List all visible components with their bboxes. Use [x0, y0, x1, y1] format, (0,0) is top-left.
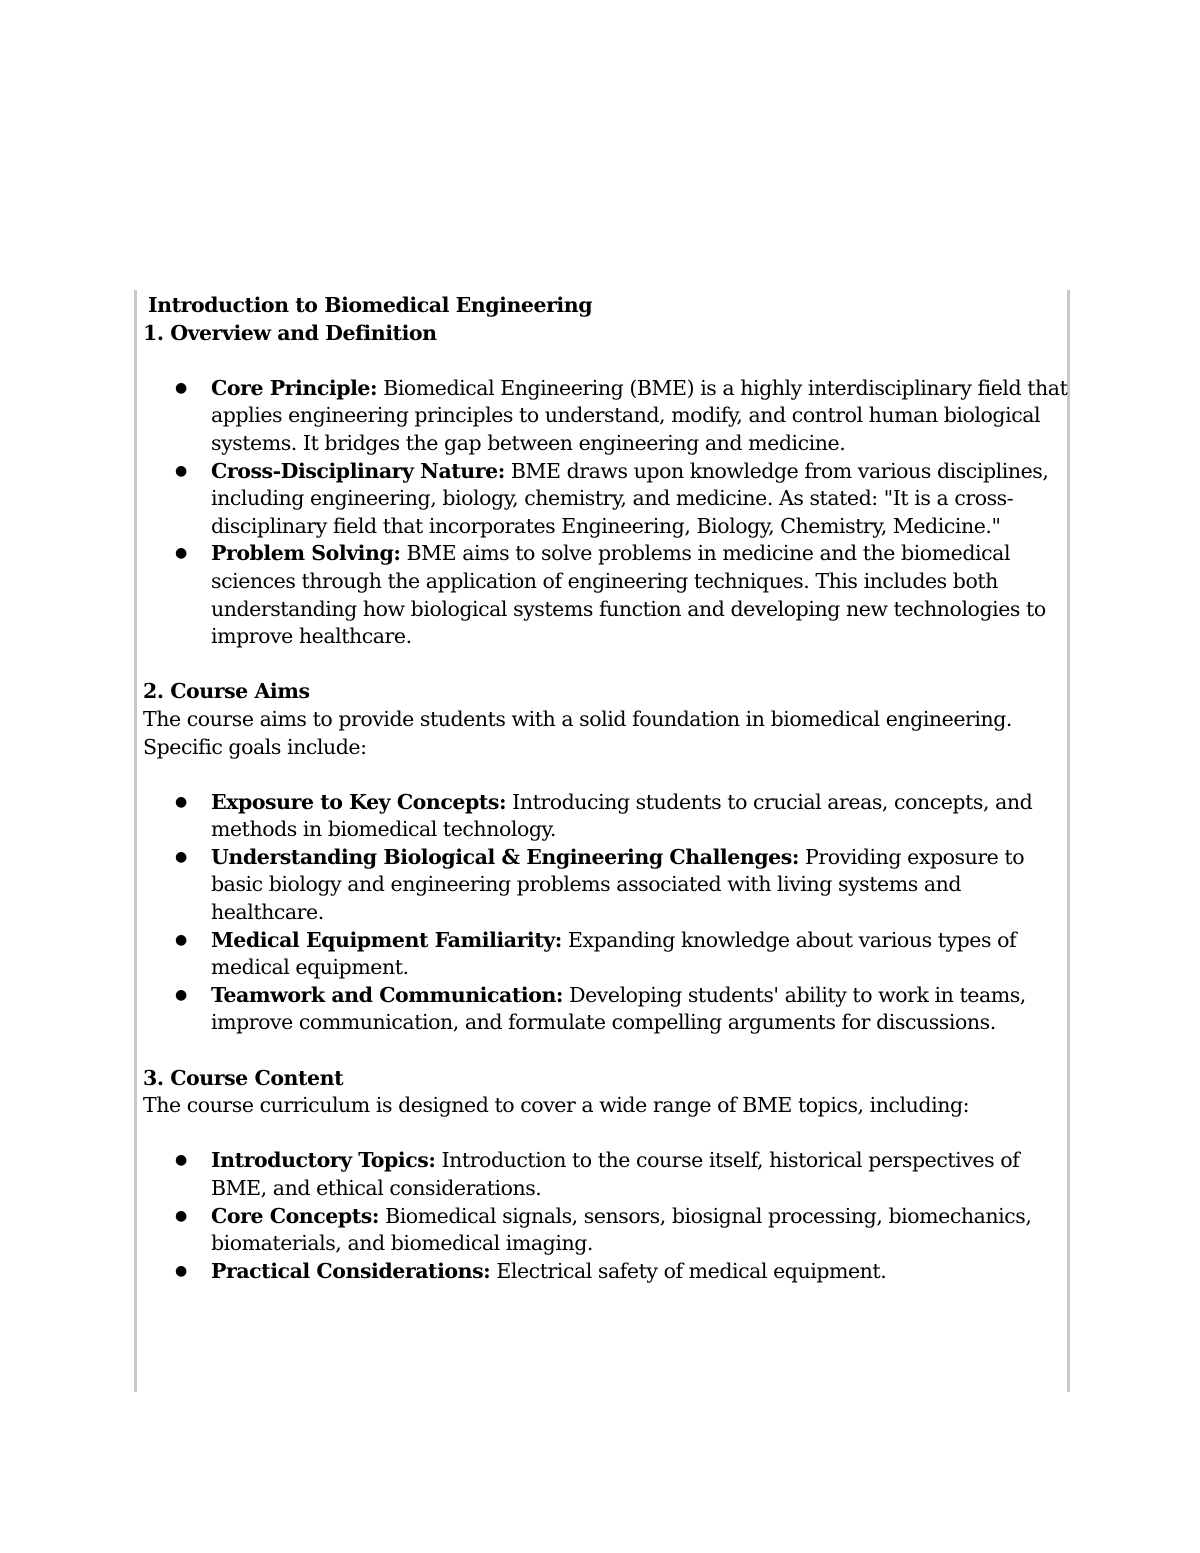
bullet-icon: ● [175, 793, 187, 810]
list-item [175, 982, 1068, 1037]
list-item-text: Expanding knowledge about various types of medical equipment. [211, 927, 1017, 980]
list-item [175, 458, 1068, 541]
list-item [175, 1147, 1068, 1202]
list-item [175, 789, 1068, 844]
list-item [175, 1258, 1068, 1286]
list-item-term: Medical Equipment Familiarity: [211, 927, 562, 952]
course-content-list [143, 1147, 1068, 1285]
list-item-term: Exposure to Key Concepts: [211, 789, 507, 814]
document-body [143, 292, 1068, 1313]
document-title: Introduction to Biomedical Engineering [148, 293, 593, 317]
list-item-text: Biomedical Engineering (BME) is a highly interdisciplinary field that applies engineering principles to understand, modify, and control human biological systems. It bridges the gap between engineering and medicine. [211, 375, 1068, 455]
list-item-term: Understanding Biological & Engineering Challenges: [211, 844, 799, 869]
section-heading-course-content: 3. Course Content [143, 1065, 344, 1090]
list-item [175, 844, 1068, 927]
bullet-icon: ● [175, 986, 187, 1003]
section-heading-course-aims: 2. Course Aims [143, 679, 310, 704]
list-item [175, 540, 1068, 650]
bullet-icon: ● [175, 931, 187, 948]
overview-list [143, 375, 1068, 651]
bullet-icon: ● [175, 1262, 187, 1279]
bullet-icon: ● [175, 379, 187, 396]
list-item [175, 927, 1068, 982]
list-item-text: Introduction to the course itself, historical perspectives of BME, and ethical considerations. [211, 1148, 1020, 1200]
list-item-text: Providing exposure to basic biology and engineering problems associated with living systems and healthcare. [211, 844, 1025, 925]
list-item [175, 375, 1068, 458]
list-item-term: Teamwork and Communication: [211, 982, 564, 1007]
bullet-icon: ● [175, 545, 187, 562]
bullet-icon: ● [175, 462, 187, 479]
bullet-icon: ● [175, 1207, 187, 1224]
list-item [175, 1203, 1068, 1258]
bullet-icon: ● [175, 1152, 187, 1169]
list-item-term: Practical Considerations: [211, 1258, 491, 1283]
list-item-term: Problem Solving: [211, 541, 401, 566]
section-heading-overview: 1. Overview and Definition [143, 320, 437, 345]
course-aims-list [143, 789, 1068, 1037]
section-intro: The course curriculum is designed to cover a wide range of BME topics, including: [143, 1093, 970, 1118]
section-intro: The course aims to provide students with a solid foundation in biomedical engineering. Specific goals include: [143, 706, 1012, 759]
list-item-text: BME aims to solve problems in medicine and the biomedical sciences through the application of engineering techniques. This includes both understanding how biological systems function and developing new technologies to improve healthcare. [211, 541, 1046, 649]
list-item-text: Electrical safety of medical equipment. [490, 1258, 887, 1283]
list-item-text: BME draws upon knowledge from various disciplines, including engineering, biology, chemistry, and medicine. As stated: "It is a cross-disciplinary field that incorporates Engineering, Biology, Chemistry, Medicine." [211, 458, 1049, 538]
list-item-term: Core Principle: [211, 375, 378, 400]
bullet-icon: ● [175, 848, 187, 865]
list-item-text: Developing students' ability to work in teams, improve communication, and formulate compelling arguments for discussions. [211, 982, 1026, 1035]
list-item-term: Core Concepts: [211, 1203, 380, 1228]
list-item-text: Introducing students to crucial areas, concepts, and methods in biomedical technology. [211, 789, 1033, 842]
list-item-term: Introductory Topics: [211, 1148, 436, 1173]
list-item-term: Cross-Disciplinary Nature: [211, 458, 505, 483]
list-item-text: Biomedical signals, sensors, biosignal processing, biomechanics, biomaterials, and biomedical imaging. [211, 1203, 1032, 1256]
